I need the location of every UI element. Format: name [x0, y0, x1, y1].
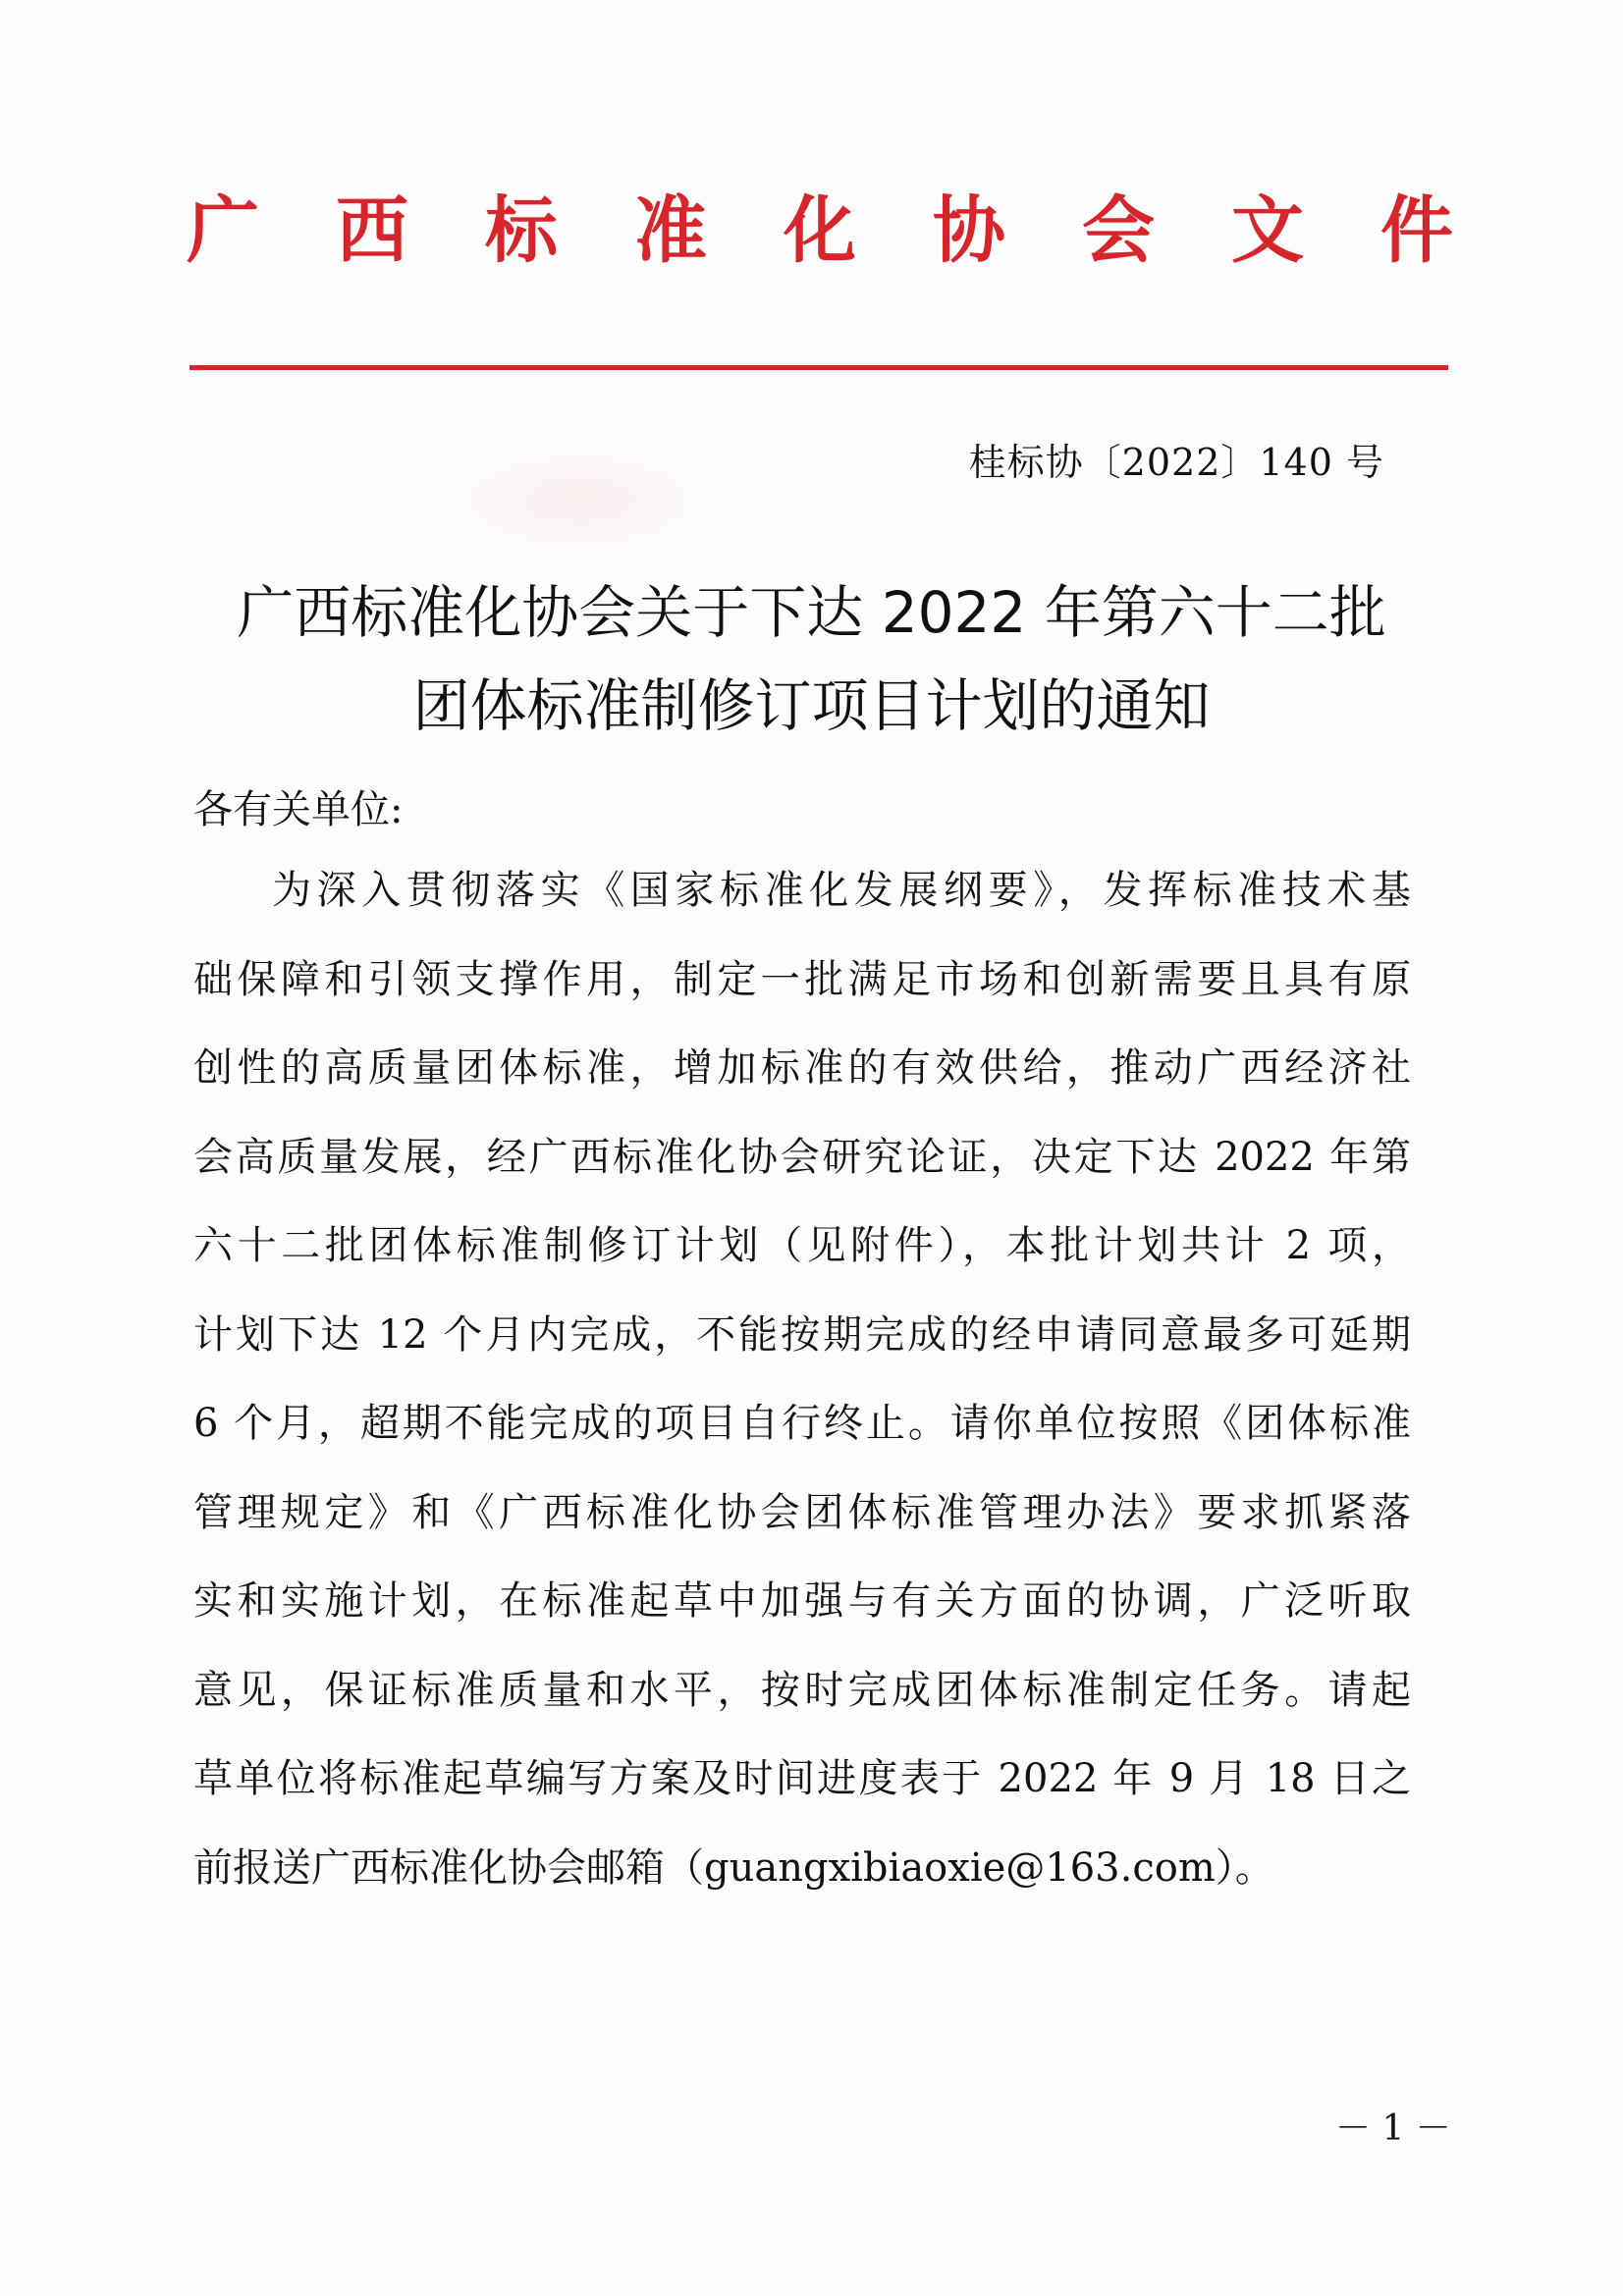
notice-title-line-2: 团体标准制修订项目计划的通知	[412, 672, 1211, 739]
body-line: 前报送广西标准化协会邮箱（guangxibiaoxie@163.com）。	[193, 1844, 1274, 1891]
body-paragraph	[193, 846, 1411, 1912]
header-char: 西	[336, 188, 408, 273]
header-char: 件	[1380, 188, 1453, 273]
page-number: － 1 －	[1335, 2109, 1451, 2149]
body-line: 为深入贯彻落实《国家标准化发展纲要》，发挥标准技术基	[272, 868, 1411, 913]
header-char: 协	[933, 188, 1005, 273]
body-line: 六十二批团体标准制修订计划（见附件），本批计划共计 2 项，	[193, 1223, 1411, 1268]
document-number: 桂标协〔2022〕140 号	[968, 441, 1384, 484]
faint-seal-mark	[432, 442, 727, 560]
body-line: 计划下达 12 个月内完成，不能按期完成的经申请同意最多可延期	[193, 1311, 1411, 1358]
header-divider-line	[189, 365, 1448, 370]
body-line: 6 个月，超期不能完成的项目自行终止。请你单位按照《团体标准	[193, 1401, 1411, 1446]
notice-title-line-1: 广西标准化协会关于下达 2022 年第六十二批	[237, 579, 1386, 646]
header-char: 会	[1082, 188, 1155, 273]
salutation: 各有关单位:	[193, 787, 404, 832]
header-char: 标	[485, 188, 558, 273]
header-char: 文	[1231, 188, 1304, 273]
body-line: 草单位将标准起草编写方案及时间进度表于 2022 年 9 月 18 日之	[193, 1756, 1411, 1801]
body-line: 管理规定》和《广西标准化协会团体标准管理办法》要求抓紧落	[193, 1489, 1411, 1535]
header-char: 准	[634, 188, 707, 273]
header-char: 化	[784, 188, 856, 273]
body-line: 创性的高质量团体标准，增加标准的有效供给，推动广西经济社	[193, 1045, 1411, 1091]
document-header-title	[187, 188, 1453, 273]
header-char: 广	[187, 188, 259, 273]
body-line: 实和实施计划，在标准起草中加强与有关方面的协调，广泛听取	[193, 1578, 1411, 1624]
body-line: 础保障和引领支撑作用，制定一批满足市场和创新需要且具有原	[193, 956, 1411, 1002]
body-line: 会高质量发展，经广西标准化协会研究论证，决定下达 2022 年第	[193, 1134, 1411, 1180]
body-line: 意见，保证标准质量和水平，按时完成团体标准制定任务。请起	[193, 1667, 1411, 1713]
